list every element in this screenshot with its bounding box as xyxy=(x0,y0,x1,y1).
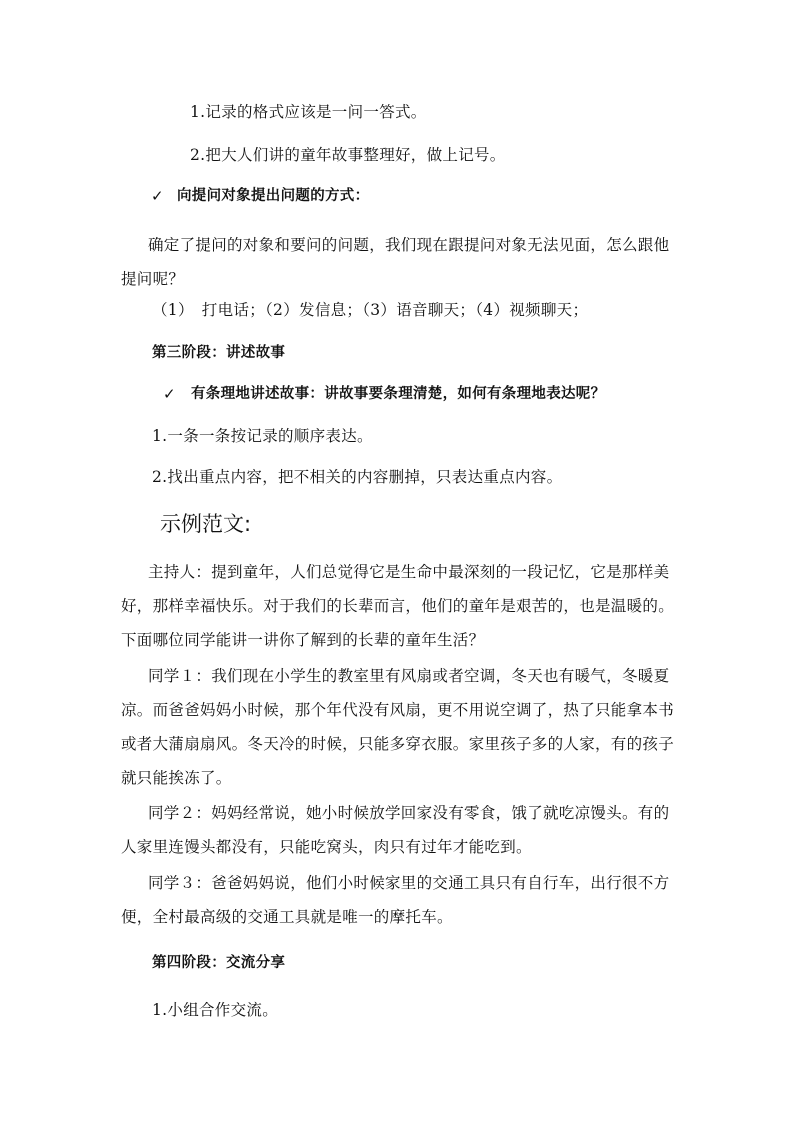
paragraph-line: 或者大蒲扇扇风。冬天冷的时候，只能多穿衣服。家里孩子多的人家，有的孩子 xyxy=(121,735,675,753)
paragraph-line: 主持人：提到童年，人们总觉得它是生命中最深刻的一段记忆，它是那样美 xyxy=(148,563,670,581)
ask-method-paragraph xyxy=(121,228,681,296)
orderly-item-1: 1.一条一条按记录的顺序表达。 xyxy=(152,427,373,445)
ask-options-list: （1） 打电话；（2）发信息；（3）语音聊天；（4）视频聊天； xyxy=(152,301,589,319)
orderly-heading: 有条理地讲述故事：讲故事要条理清楚，如何有条理地表达呢？ xyxy=(191,386,606,402)
student1-paragraph xyxy=(121,659,681,795)
paragraph-line: 就只能挨冻了。 xyxy=(121,769,232,787)
example-heading: 示例范文: xyxy=(160,512,252,536)
paragraph-line: 确定了提问的对象和要问的问题，我们现在跟提问对象无法见面，怎么跟他 xyxy=(148,236,670,254)
paragraph-line: 人家里连馒头都没有，只能吃窝头，肉只有过年才能吃到。 xyxy=(121,838,532,856)
host-paragraph xyxy=(121,555,681,657)
paragraph-line: 提问呢？ xyxy=(121,270,185,288)
paragraph-line: 下面哪位同学能讲一讲你了解到的长辈的童年生活？ xyxy=(121,631,485,649)
ask-method-heading: 向提问对象提出问题的方式： xyxy=(177,188,370,204)
paragraph-line: 好，那样幸福快乐。对于我们的长辈而言，他们的童年是艰苦的，也是温暖的。 xyxy=(121,597,675,615)
student3-paragraph xyxy=(121,866,681,934)
orderly-item-2: 2.找出重点内容，把不相关的内容删掉，只表达重点内容。 xyxy=(152,468,563,486)
record-format-item: 1.记录的格式应该是一问一答式。 xyxy=(190,103,427,121)
student2-paragraph xyxy=(121,796,681,864)
stage3-heading: 第三阶段：讲述故事 xyxy=(152,345,286,361)
paragraph-line: 同学２：妈妈经常说，她小时候放学回家没有零食，饿了就吃凉馒头。有的 xyxy=(148,804,670,822)
paragraph-line: 同学３：爸爸妈妈说，他们小时候家里的交通工具只有自行车，出行很不方 xyxy=(148,874,670,892)
check-icon: ✓ xyxy=(151,187,164,205)
check-icon: ✓ xyxy=(163,385,176,403)
organize-stories-item: 2.把大人们讲的童年故事整理好，做上记号。 xyxy=(190,146,506,164)
paragraph-line: 同学１：我们现在小学生的教室里有风扇或者空调，冬天也有暖气，冬暖夏 xyxy=(148,667,670,685)
paragraph-line: 便，全村最高级的交通工具就是唯一的摩托车。 xyxy=(121,908,453,926)
share-item-1: 1.小组合作交流。 xyxy=(152,1001,278,1019)
paragraph-line: 凉。而爸爸妈妈小时候，那个年代没有风扇，更不用说空调了，热了只能拿本书 xyxy=(121,701,675,719)
stage4-heading: 第四阶段：交流分享 xyxy=(152,955,286,971)
